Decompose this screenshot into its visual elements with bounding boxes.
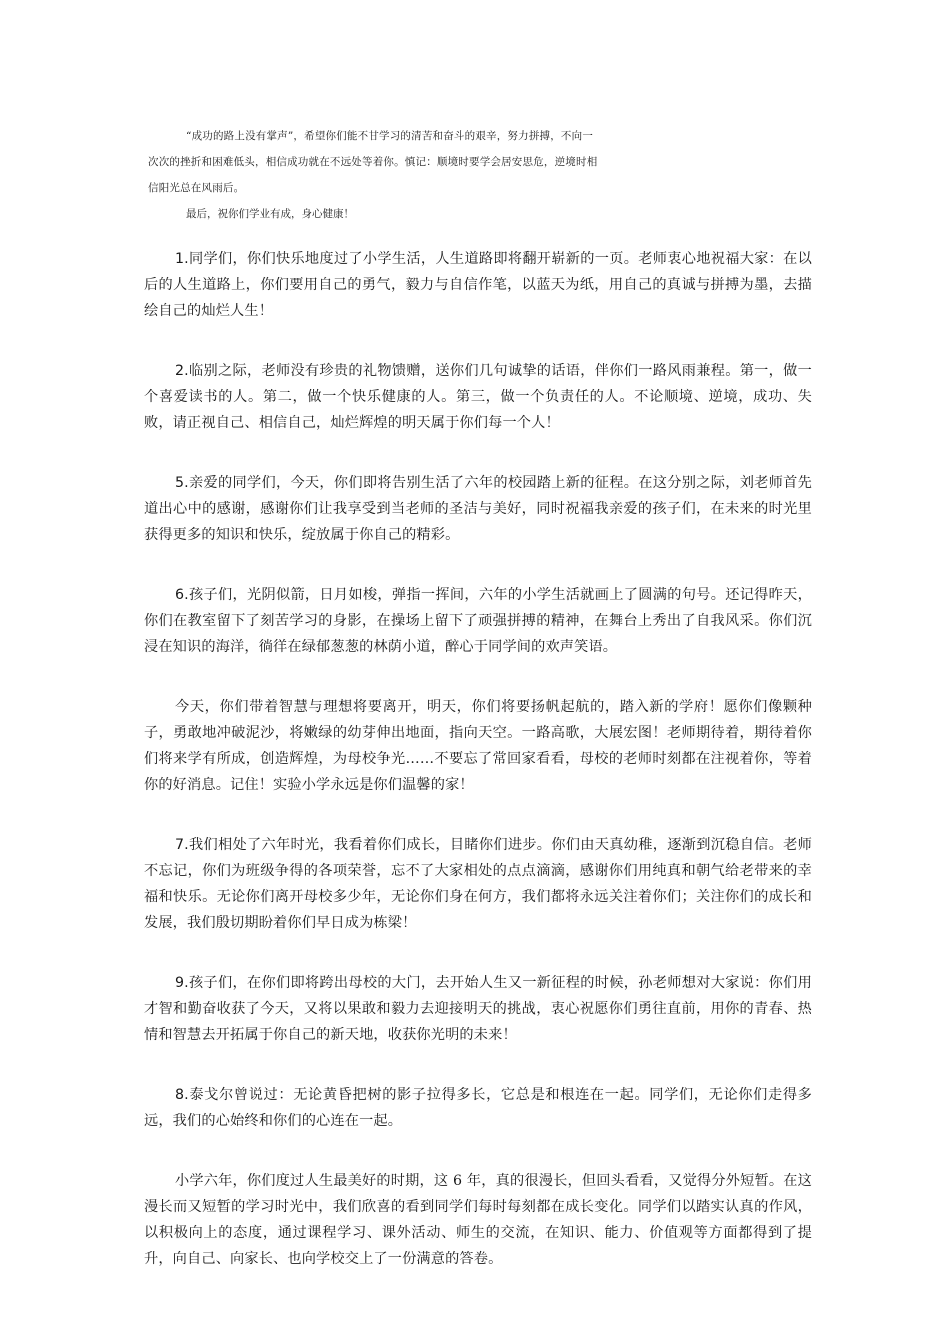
- intro-block: [148, 123, 628, 227]
- paragraph-number: 7.: [175, 837, 189, 853]
- paragraph-6-continued: [144, 694, 812, 798]
- paragraph-number: 8.: [175, 1087, 189, 1103]
- paragraph-7: [144, 832, 812, 936]
- paragraph-number: 5.: [175, 475, 189, 491]
- paragraph-9: [144, 970, 812, 1048]
- paragraph-number: 6.: [175, 587, 189, 603]
- paragraph-number: 1.: [175, 251, 189, 267]
- intro-line: 信阳光总在风雨后。: [148, 182, 245, 194]
- intro-line: “成功的路上没有掌声”，希望你们能不甘学习的清苦和奋斗的艰辛，努力拼搏，不向一: [186, 130, 594, 142]
- intro-line: 次次的挫折和困难低头，相信成功就在不远处等着你。慎记：顺境时要学会居安思危，逆境时相: [148, 156, 598, 168]
- intro-closing: 最后，祝你们学业有成，身心健康！: [186, 208, 354, 220]
- paragraph-text: 小学六年，你们度过人生最美好的时期，这 6 年，真的很漫长，但回头看看，又觉得分外短暂。在这漫长而又短暂的学习时光中，我们欣喜的看到同学们每时每刻都在成长变化。同学们以踏实认真的作风，以积极向上的态度，通过课程学习、课外活动、师生的交流，在知识、能力、价值观等方面都得到了提升，向自己、向家长、也向学校交上了一份满意的答卷。: [144, 1173, 812, 1267]
- paragraph-text: 今天，你们带着智慧与理想将要离开，明天，你们将要扬帆起航的，踏入新的学府！愿你们像颗种子，勇敢地冲破泥沙，将嫩绿的幼芽伸出地面，指向天空。一路高歌，大展宏图！老师期待着，期待着你们将来学有所成，创造辉煌，为母校争光……不要忘了常回家看看，母校的老师时刻都在注视着你，等着你的好消息。记住！实验小学永远是你们温馨的家！: [144, 699, 812, 793]
- paragraph-text: 孩子们，光阴似箭，日月如梭，弹指一挥间，六年的小学生活就画上了圆满的句号。还记得昨天，你们在教室留下了刻苦学习的身影，在操场上留下了顽强拼搏的精神，在舞台上秀出了自我风采。你们沉浸在知识的海洋，徜徉在绿郁葱葱的林荫小道，醉心于同学间的欢声笑语。: [144, 587, 812, 655]
- paragraph-5: [144, 470, 812, 548]
- paragraph-8-continued: [144, 1168, 812, 1272]
- paragraph-text: 临别之际，老师没有珍贵的礼物馈赠，送你们几句诚挚的话语，伴你们一路风雨兼程。第一，做一个喜爱读书的人。第二，做一个快乐健康的人。第三，做一个负责任的人。不论顺境、逆境，成功、失败，请正视自己、相信自己，灿烂辉煌的明天属于你们每一个人！: [144, 363, 812, 431]
- paragraph-text: 孩子们，在你们即将跨出母校的大门，去开始人生又一新征程的时候，孙老师想对大家说：你们用才智和勤奋收获了今天，又将以果敢和毅力去迎接明天的挑战，衷心祝愿你们勇往直前，用你的青春、热情和智慧去开拓属于你自己的新天地，收获你光明的未来！: [144, 975, 812, 1043]
- paragraph-1: [144, 246, 812, 324]
- paragraph-6: [144, 582, 812, 660]
- paragraph-number: 9.: [175, 975, 189, 991]
- paragraph-2: [144, 358, 812, 436]
- paragraph-text: 我们相处了六年时光，我看着你们成长，目睹你们进步。你们由天真幼稚，逐渐到沉稳自信。老师不忘记，你们为班级争得的各项荣誉，忘不了大家相处的点点滴滴，感谢你们用纯真和朝气给老带来的幸福和快乐。无论你们离开母校多少年，无论你们身在何方，我们都将永远关注着你们；关注你们的成长和发展，我们殷切期盼着你们早日成为栋梁！: [144, 837, 812, 931]
- paragraph-8: [144, 1082, 812, 1134]
- main-content: [144, 246, 812, 1306]
- paragraph-text: 泰戈尔曾说过：无论黄昏把树的影子拉得多长，它总是和根连在一起。同学们，无论你们走得多远，我们的心始终和你们的心连在一起。: [144, 1087, 812, 1129]
- paragraph-number: 2.: [175, 363, 189, 379]
- paragraph-text: 同学们，你们快乐地度过了小学生活，人生道路即将翻开崭新的一页。老师衷心地祝福大家：在以后的人生道路上，你们要用自己的勇气，毅力与自信作笔，以蓝天为纸，用自己的真诚与拼搏为墨，去描绘自己的灿烂人生！: [144, 251, 812, 319]
- paragraph-text: 亲爱的同学们，今天，你们即将告别生活了六年的校园踏上新的征程。在这分别之际，刘老师首先道出心中的感谢，感谢你们让我享受到当老师的圣洁与美好，同时祝福我亲爱的孩子们，在未来的时光里获得更多的知识和快乐，绽放属于你自己的精彩。: [144, 475, 812, 543]
